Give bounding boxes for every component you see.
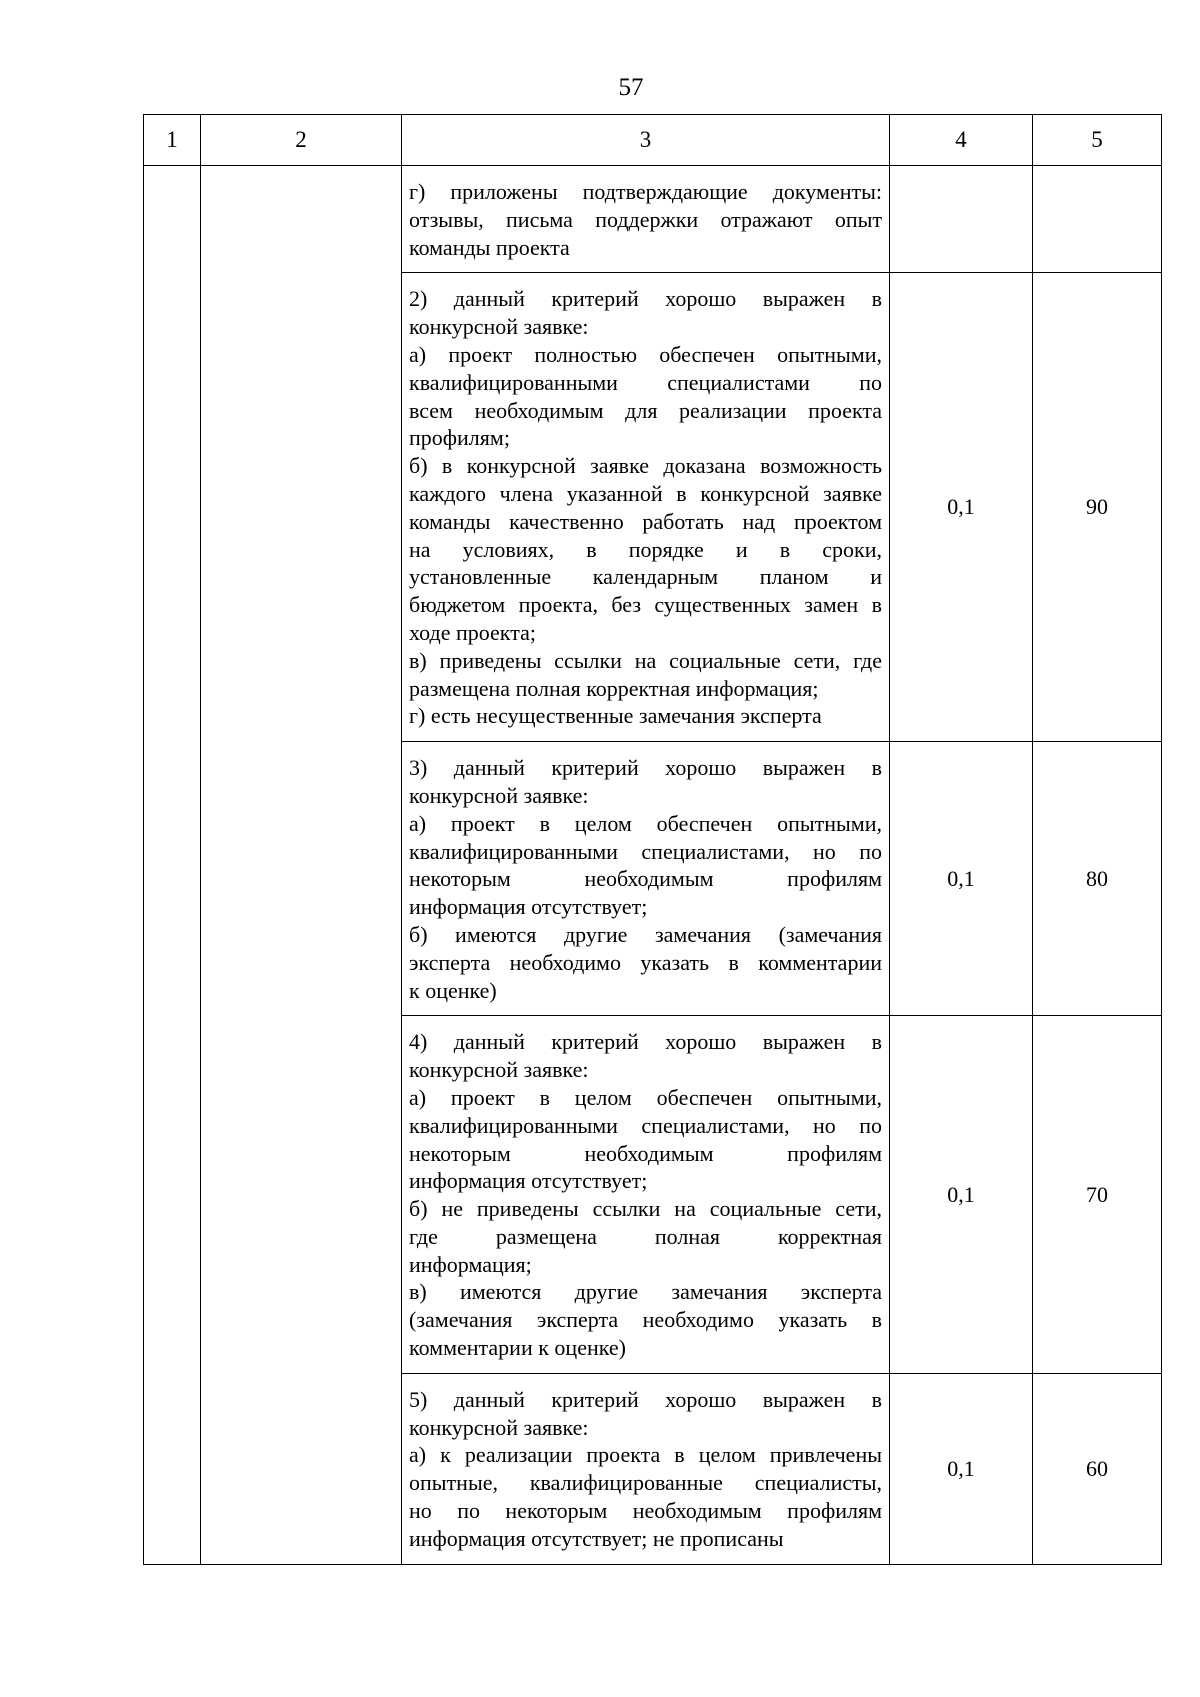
criterion-line: квалифицированными специалистами, но по (409, 838, 882, 864)
criterion-cell (402, 1373, 890, 1564)
criterion-cell (402, 1016, 890, 1374)
table-header-row (144, 115, 1162, 166)
criterion-line: а) проект в целом обеспечен опытными, (409, 1084, 882, 1110)
score-cell (1033, 166, 1162, 273)
criterion-cell (402, 166, 890, 273)
criterion-line: г) приложены подтверждающие документы: (409, 179, 882, 204)
criterion-line: а) проект в целом обеспечен опытными, (409, 810, 882, 836)
criterion-line: б) в конкурсной заявке доказана возможность (409, 453, 882, 479)
criterion-line: б) не приведены ссылки на социальные сети, (409, 1196, 882, 1222)
criterion-line: информация отсутствует; не прописаны (409, 1525, 784, 1551)
column-header-1: 1 (144, 115, 201, 166)
criterion-line: а) проект полностью обеспечен опытными, (409, 341, 882, 367)
criterion-line: а) к реализации проекта в целом привлечены (409, 1442, 882, 1468)
criterion-line: конкурсной заявке: (409, 782, 589, 808)
criterion-line: информация отсутствует; (409, 894, 648, 920)
criterion-line: (замечания эксперта необходимо указать в (409, 1307, 882, 1333)
criterion-line: отзывы, письма поддержки отражают опыт (409, 206, 882, 232)
page-number: 57 (618, 74, 644, 101)
criterion-line: в) имеются другие замечания эксперта (409, 1279, 882, 1305)
criterion-line: 3) данный критерий хорошо выражен в (409, 755, 882, 781)
criterion-line: 4) данный критерий хорошо выражен в (409, 1029, 882, 1055)
criterion-line: но по некоторым необходимым профилям (409, 1498, 882, 1524)
score-cell: 60 (1033, 1373, 1162, 1564)
weight-cell: 0,1 (890, 1373, 1033, 1564)
criterion-line: в) приведены ссылки на социальные сети, где (409, 647, 882, 673)
score-cell: 90 (1033, 273, 1162, 742)
criterion-line: квалифицированными специалистами по (409, 369, 882, 395)
criterion-cell (402, 742, 890, 1016)
column-header-4: 4 (890, 115, 1033, 166)
criterion-line: всем необходимым для реализации проекта (409, 397, 882, 423)
criterion-line: каждого члена указанной в конкурсной заявке (409, 480, 882, 506)
criterion-line: команды качественно работать над проектом (409, 508, 882, 534)
criterion-line: информация отсутствует; (409, 1168, 648, 1194)
weight-cell: 0,1 (890, 1016, 1033, 1374)
criterion-line: установленные календарным планом и (409, 564, 882, 590)
criterion-line: б) имеются другие замечания (замечания (409, 921, 882, 947)
column-header-3: 3 (402, 115, 890, 166)
criterion-line: 2) данный критерий хорошо выражен в (409, 286, 882, 312)
weight-cell: 0,1 (890, 273, 1033, 742)
score-cell: 70 (1033, 1016, 1162, 1374)
criterion-cell (402, 273, 890, 742)
criterion-line: информация; (409, 1251, 532, 1277)
column-2-cell (201, 166, 402, 1565)
column-1-cell (144, 166, 201, 1565)
criterion-line: команды проекта (409, 234, 570, 260)
criterion-line: размещена полная корректная информация; (409, 675, 819, 701)
criterion-line: к оценке) (409, 977, 497, 1003)
criterion-line: конкурсной заявке: (409, 1057, 589, 1083)
weight-cell: 0,1 (890, 742, 1033, 1016)
criterion-line: конкурсной заявке: (409, 314, 589, 340)
criterion-line: некоторым необходимым профилям (409, 1140, 882, 1166)
criterion-line: 5) данный критерий хорошо выражен в (409, 1386, 882, 1412)
weight-cell (890, 166, 1033, 273)
criterion-line: некоторым необходимым профилям (409, 866, 882, 892)
criterion-line: эксперта необходимо указать в комментарии (409, 949, 882, 975)
criterion-line: комментарии к оценке) (409, 1335, 626, 1361)
score-cell: 80 (1033, 742, 1162, 1016)
criterion-line: ходе проекта; (409, 619, 536, 645)
criteria-table (143, 114, 1162, 1565)
column-header-2: 2 (201, 115, 402, 166)
criterion-line: опытные, квалифицированные специалисты, (409, 1470, 882, 1496)
criterion-line: профилям; (409, 425, 510, 451)
column-header-5: 5 (1033, 115, 1162, 166)
criterion-line: где размещена полная корректная (409, 1223, 882, 1249)
criterion-line: бюджетом проекта, без существенных замен в (409, 592, 882, 618)
criterion-line: конкурсной заявке: (409, 1414, 589, 1440)
criterion-line: г) есть несущественные замечания эксперта (409, 703, 822, 729)
criterion-line: квалифицированными специалистами, но по (409, 1112, 882, 1138)
table-row (144, 166, 1162, 273)
criterion-line: на условиях, в порядке и в сроки, (409, 536, 882, 562)
